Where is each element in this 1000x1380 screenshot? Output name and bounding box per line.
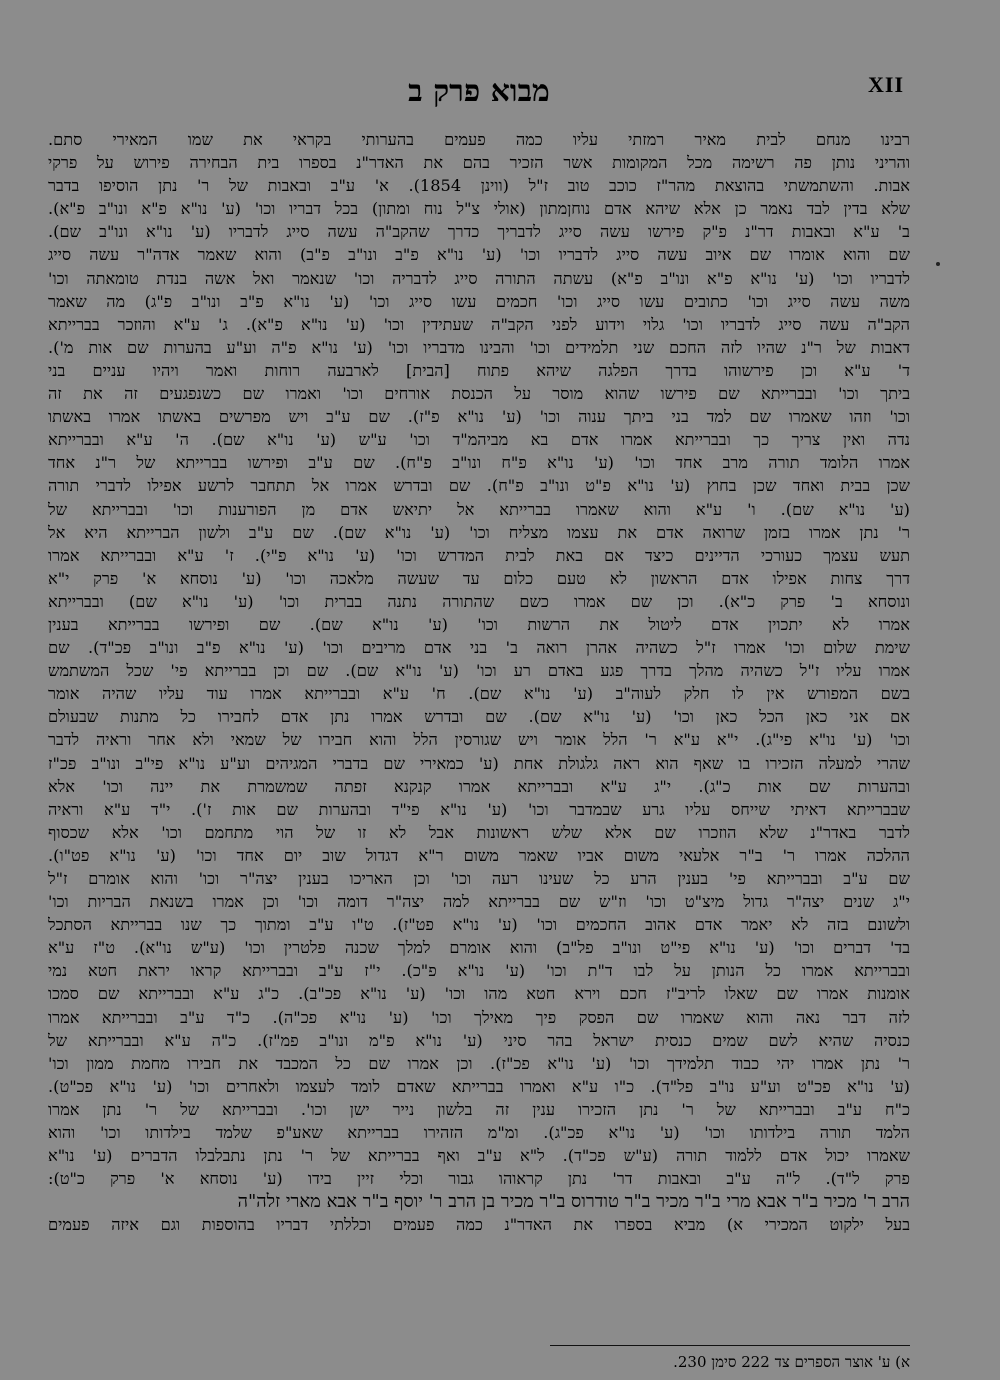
page — [48, 58, 910, 1371]
page-header — [48, 58, 910, 128]
text-line: פרק ל"ד). ל"ה ע"ב ובאבות דר' נתן קראוהו גבור וכלי זיין בידו (ע' נוסחא א' פרק כ"ט): — [48, 1169, 910, 1189]
text-line: ביתך וכו' ובברייתא שם פירשו שהוא מוסר על הכנסת אורחים וכו' ואמרו שם כשנפגעים זה את זה — [48, 384, 910, 404]
text-line: י"ג שנים יצה"ר גדול מיצ"ט וכו' וז"ש שם בברייתא למה יצה"ר דומה וכו' וכן אמרו בשנאת הבריות וכו' — [48, 892, 910, 912]
text-line: (ע' נו"א שם). ו' ע"א והוא שאמרו בברייתא אל יתיאש אדם מן הפורענות וכו' ובברייתא של — [48, 499, 910, 519]
text-line: כ"ח ע"ב ובברייתא של ר' נתן הזכירו ענין זה בלשון נייר ישן וכו'. ובברייתא של ר' נתן אמרו — [48, 1099, 910, 1119]
text-line: (ע' נו"א פכ"ט וע"ע נו"ב פל"ד). כ"ו ע"א ואמרו בברייתא שאדם לומד לעצמו ולאחרים וכו' (ע' נו"א פכ"ט). — [48, 1076, 910, 1096]
text-line: ולשונם בזה לא יאמר אדם אהוב החכמים וכו' (ע' נו"א פט"ז). ט"ו ע"ב ומתוך כך שנו בברייתא הסתכל — [48, 915, 910, 935]
text-line: שהרי למעלה הזכירו בו שאף הוא ראה גלגולת אחת (ע' כמאירי שם בדברי המגיהים וע"ע נו"א פי"ב ונו"ב פכ"ז — [48, 753, 910, 773]
text-line: בעל ילקוט המכירי א) מביא בספרו את האדר"נ כמה פעמים וכללתי דבריו בהוספות וגם איזה פעמים — [48, 1215, 910, 1235]
text-line: דרך צחות אפילו אדם הראשון לא טעם כלום עד שעשה מלאכה וכו' (ע' נוסחא א' פרק י"א — [48, 568, 910, 588]
text-line: ר' נתן אמרו יהי כבוד תלמידך וכו' (ע' נו"א פכ"ז). וכן אמרו שם כל המכבד את חבירו מחמת ממון וכו' — [48, 1053, 910, 1073]
text-line: אמרו לא יתכוין אדם ליטול את הרשות וכו' (ע' נו"א שם). שם ופירשו בברייתא בענין — [48, 614, 910, 634]
text-line: ההלכה אמרו ר' ב"ר אלעאי משום אביו שאמר משום ר"א דגדול שוב יום אחד וכו' (ע' נו"א פט"ו). — [48, 845, 910, 865]
text-line: לדבר באדר"נ שלא הוזכרו שם אלא שלש ראשונות אבל לא זו של הוי מתחמם וכו' אלא שכסוף — [48, 822, 910, 842]
text-line: תעש עצמך כעורכי הדיינים כיצד אם באת לבית המדרש וכו' (ע' נו"א פ"י). ז' ע"א ובברייתא אמרו — [48, 545, 910, 565]
text-line: לזה דבר נאה והוא שאמרו שם הפסק פיך מאילך וכו' (ע' נו"א פכ"ה). כ"ד ע"ב ובברייתא אמרו — [48, 1007, 910, 1027]
text-line: שבברייתא דאיתי שייחס עליו גרע שבמדבר וכו' (ע' נו"א פי"ד ובהערות שם אות ז'). י"ד ע"א וראיה — [48, 799, 910, 819]
text-line: אם אני כאן הכל כאן וכו' (ע' נו"א שם). שם ובדרש אמרו נתן אדם לחבירו כל מתנות שבעולם — [48, 707, 910, 727]
footnote: א) ע' אוצר הספרים צד 222 סימן 230. — [673, 1353, 910, 1371]
text-line: ר' נתן אמרו בזמן שרואה אדם את עצמו מצליח וכו' (ע' נו"א שם). שם ע"ב ולשון הברייתא היא אל — [48, 522, 910, 542]
text-line: אומנות אמרו שם שאלו לריב"ז חכם וירא חטא מהו וכו' (ע' נו"א פכ"ב). כ"ג ע"א ובברייתא שם סמכו — [48, 984, 910, 1004]
text-line: שאמרו יכול אדם ללמוד תורה (ע"ש פכ"ד). ל"א ע"ב ואף בברייתא של ר' נתן נתבלבלו הדברים (ע' נו"א — [48, 1146, 910, 1166]
text-line: בד' דברים וכו' (ע' נו"א פי"ט ונו"ב פל"ב) והוא אומרם למלך שכנה פלטרין וכו' (ע"ש נו"א). ט"ז ע"א — [48, 938, 910, 958]
text-line: שם ע"ב ובברייתא פי' בענין הרע כל שעינו רעה וכו' וכן האריכו בענין יצה"ר וכו' והוא אומרם ז"ל — [48, 869, 910, 888]
text-line: ובהערות שם אות כ"ג). י"ג ע"א ובברייתא אמרו קנקנא זפתה שמשמרת את יינה וכו' אלא — [48, 776, 910, 796]
text-line: והריני נותן פה רשימה מכל המקומות אשר הזכיר בהם את האדר"נ בספרו בית הבחירה פירוש על פרקי — [48, 153, 910, 173]
margin-mark — [936, 262, 940, 266]
text-line: דאבות של ר"נ שהיו לזה החכם שני תלמידים וכו' והבינו מדבריו וכו' (ע' נו"א פ"ה וע"ע בהערות שם אות מ'). — [48, 337, 910, 357]
text-line: שימת שלום וכו' אמרו ז"ל כשהיה אהרן רואה ב' בני אדם מריבים וכו' (ע' נו"א פ"ב ונו"ב פכ"ד). שם — [48, 638, 910, 658]
text-line: אמרו הלומד תורה מרב אחד וכו' (ע' נו"א פ"ח ונו"ב פ"ח). שם ע"ב ופירשו בברייתא של ר"נ אחד — [48, 453, 910, 473]
text-line: אמרו עליו ז"ל כשהיה מהלך בדרך פגע באדם רע וכו' (ע' נו"א שם). שם וכן בברייתא פי' שכל המשתמש — [48, 661, 910, 681]
text-line: שם והוא אומרו שם איוב עשה סייג לדבריו וכו' (ע' נו"א פ"ב ונו"ב פ"ב) והוא שאמר אדה"ר עשה סייג — [48, 245, 910, 265]
text-line: משה עשה סייג וכו' כתובים עשו סייג וכו' חכמים עשו סייג וכו' (ע' נו"א פ"ב ונו"ב פ"ג) מה שאמר — [48, 291, 910, 311]
text-line: הקב"ה עשה סייג לדבריו וכו' גלוי וידוע לפני הקב"ה שעתידין וכו' (ע' נו"א פ"א). ג' ע"א והוזכר בברייתא — [48, 314, 910, 334]
text-line: בשם המפורש אין לו חלק לעוה"ב (ע' נו"א שם). ח' ע"א ובברייתא אמרו עוד עליו שהיה אומר — [48, 684, 910, 704]
text-line: הרב ר' מכיר ב"ר אבא מרי ב"ר מכיר ב"ר טודרוס ב"ר מכיר בן הרב ר' יוסף ב"ר אבא מארי זלה"ה — [237, 1191, 910, 1213]
text-line: ב' ע"א ובאבות דר"נ פ"ק פירשו עשה סייג לדבריך כדרך שהקב"ה עשה סייג לדבריו (ע' נו"א ונו"ב שם). — [48, 222, 910, 242]
page-title: מבוא פרק ב — [408, 74, 550, 109]
text-line: הלמד תורה בילדותו וכו' (ע' נו"א פכ"ג). ומ"מ הזהירו בברייתא שאע"פ שלמד בילדותו וכו' והוא — [48, 1123, 910, 1143]
text-line: אבות. והשתמשתי בהוצאת מהר"ז כוכב טוב ז"ל (ווינן 1854). א' ע"ב ובאבות של ר' נתן הוסיפו בדבר — [48, 176, 910, 196]
text-line: ובברייתא אמרו כל הנותן על לבו ד"ת וכו' (ע' נו"א פ"כ). י"ז ע"ב ובברייתא קראו יראת חטא נמי — [48, 961, 910, 981]
text-line: לדבריו וכו' (ע' נו"א פ"א ונו"ב פ"א) עשתה התורה סייג לדבריה וכו' שנאמר ואל אשה בנדת טומאתה וכו' — [48, 268, 910, 288]
text-line: ד' ע"א וכן פירשוהו בדרך הפלגה שיהא פתוח [הבית] לארבעה רוחות ואמר ויהיו עניים בני — [48, 360, 910, 380]
text-line: כנסיה שהיא לשם שמים כנסית ישראל בהר סיני (ע' נו"א פ"מ ונו"ב פמ"ז). כ"ה ע"א ובברייתא של — [48, 1030, 910, 1050]
text-line: וכו' (ע' נו"א פי"ג). י"א ע"א ר' הלל אומר ויש שגורסין הלל והוא חבירו של שמאי ולא אחר וראיה לדבר — [48, 730, 910, 750]
text-line: שכן בבית ואחד שכן בחוץ (ע' נו"א פ"ט ונו"ב פ"ח). שם ובדרש אמרו אל תתחבר לרשע אפילו לדברי תורה — [48, 476, 910, 496]
body-text — [48, 128, 910, 1237]
text-line: ונוסחא ב' פרק כ"א). וכן שם אמרו כשם שהתורה נתנה בברית וכו' (ע' נו"א שם) ובברייתא — [48, 591, 910, 611]
footnote-rule — [550, 1345, 910, 1346]
text-line: נדה ואין צריך כך ובברייתא אמרו אדם בא מביהמ"ד וכו' ע"ש (ע' נו"א שם). ה' ע"א ובברייתא — [48, 430, 910, 450]
text-line: רבינו מנחם לבית מאיר רמזתי עליו כמה פעמים בהערותי בקראי את שמו המאירי סתם. — [48, 130, 910, 149]
text-line: שלא בדין לבד נאמר כן אלא שיהא אדם נוחןמתון (אולי צ"ל נוח ומתון) בכל דבריו וכו' (ע' נו"א פ"א ונו"ב פ"א). — [48, 199, 910, 219]
text-line: וכו' וזהו שאמרו שם למד בני ביתך ענוה וכו' (ע' נו"א פ"ז). שם ע"ב ויש מפרשים באשתו אמרו באשתו — [48, 407, 910, 427]
page-number: XII — [868, 72, 905, 97]
